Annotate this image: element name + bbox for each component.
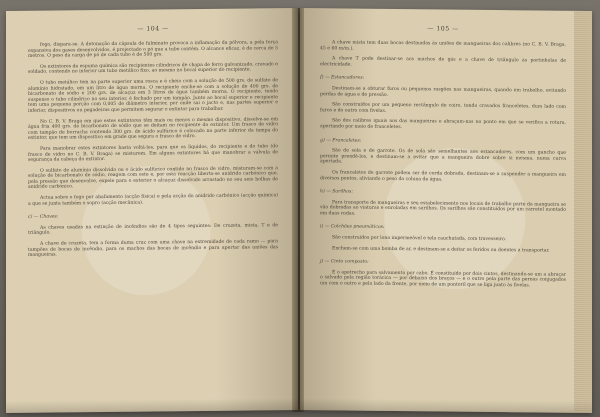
left-page-content [28,24,278,401]
left-paragraph-7: Actua sobre o fogo por abafamento (acção física) e pela acção do anidrido carbónico (acção química) a que se junta também o sopro (acção mecânica). [28,193,278,207]
section-g-paragraph-1: São de sola e de garrote. Os de sola são semelhantes aos estancadores, com um gancho que permite prendê-los, e destinam-se a evitar que a mangueira dobre sobre si mesma, numa curva apertada. [320,148,566,165]
left-page [6,8,298,413]
section-f-paragraph-3: São dos calibres iguais aos das mangueiras e abraçam-nas no ponto em que se verifica a rotura, apertando por meio de franceletes. [320,118,566,131]
left-paragraph-4: No C. B. V. Braga em que estes extintores têm mais ou menos o mesmo dispositivo, dissolve-se em água fria 400 grs. de bicarbonato de sódio que se deitam no recipiente do extintor. Um frasco de vidro com tampão de borracha contendo 300 grs. de ácido sulfúrico é colocado na parte inferior da tampa do extintor, que tem um dispositivo em grade que segura o frasco de vidro. [28,116,278,142]
section-f-paragraph-2: São construídos por um pequeno rectângulo de coiro, tendo cravados franceletes, dum lado com furos e do outro com fivelas. [320,102,566,114]
book-gutter [292,8,304,412]
left-page-number: — 104 — [137,25,169,33]
open-book [6,8,592,412]
left-paragraph-6: O sulfato de alumínio dissolvido ou o ácido sulfúrico contido no frasco de vidro, misturam-se com a solução de bicarbonato de sódio, reagem com este e, por esta reacção liberta-se anidrido carbónico que, pela pressão que desenvolve, expele para o exterior o alcaçuz dissolvido arrastado no seu seio bolhas de anidrido carbónico. [28,165,278,191]
left-paragraph-1: fogo, dispara-se. A detonação da cápsula de fulminato provoca a inflamação da pólvora, a pela força expansiva dos gases desenvolvidos, é projectado o pó que a tube contém. O alcance eficaz, é de cerca de 5 metros. O peso da carga de pó de cada tubo é de 500 grs. [28,40,278,60]
right-top-paragraph-1: A chave mista tem duas bocas destinadas às uniões de mangueiras dos calibres (no C. B. V. Braga, 45 e 60 m/m.). [320,40,566,52]
section-j-paragraph-1: É o apetrecho para salvamento por cabo. É constituído por dois cintos, destinando-se um a abraçar o salvado pela região torácica — por debaixo dos braços — e o outro pela parte das pernas conjugados um com o outro e pelo lado da frente, por meio de um pontoril que se liga junto às fivelas. [320,270,566,289]
left-section-paragraph-1: As chaves usadas na extinção de incêndios são de 4 tipos seguintes: De cruzeta, mista, T e de triângulo. [28,223,278,237]
left-paragraph-3: O tubo metálico tem na parte superior uma rosca e é cheio com a solução de 500 grs. de sulfato de alumínio hidratado, em um litro de água morna. O recipiente enche-se com a solução de 400 grs. de bicarbonato de sódio e 200 grs. de alcaçuz em 3 litros de água também morna. O recipiente, tendo suspenso o tubo cilíndrico no seu interior, é fechado por um tampão. Junto ao bocal superior e recipiente tem uma pequena porção com 0,005 de diâmetro interior, por onde sai o jacto e, nas partes superior e inferior, dispositivos ou pegadeiras que permitem segurar o extintor para trabalhar. [28,78,278,114]
left-page-bottom-shadow [6,398,298,413]
section-f-paragraph-1: Destinam-se a obturar furos ou pequenos rasgões nas mangueiras, quando em trabalho, evitando perdas de água e de pressão. [320,86,566,98]
left-section-title: c) — Chaves: [28,214,59,221]
left-paragraph-5: Para manobrar estes extintores basta voltá-los, para que os líquidos, do recipiente e do tubo (do frasco de vidro no C. B. V. Braga) se misturem. Em alguns extintores há que manobrar a válvula de segurança da cabeça do extintor. [28,144,278,163]
section-i-paragraph-1: São construídos por lona impermeável e tela cauchutada, com travesseiro. [332,235,507,243]
section-f-title: f) — Estancadores: [320,75,365,82]
section-i-paragraph-2: Enchem-se com uma bomba de ar, e destinam-se a deitar os feridos ou doentes a transportar. [332,245,550,254]
right-page [300,8,592,413]
section-h-paragraph-1: Para transporte de mangueiras e seu estabelecimento nos locais de trabalho parte da mangueira se vão dobradas ao viaturas e enroladas em sarilhos. Os sarilhos são constituídos por um carretel montado em duas rodas. [320,200,566,217]
section-j-title: j) — Cinto composto: [320,259,369,265]
right-page-content [320,24,566,401]
right-page-bottom-shadow [300,398,592,413]
right-page-edge [574,11,592,413]
section-i-title: i) — Colchões pneumáticos: [320,224,385,231]
left-section-paragraph-2: A chave de cruzeta, tem a forma duma cruz com uma chave na extremidade de cada ramo — para tampões de bocas de incêndio, para os machos das bocas de incêndio e para apertar das uniões das mangueiras. [28,239,278,259]
section-g-paragraph-2: Os francaletes de garrote podem ser de corda dobrada, destinam-se a suspender a mangueira em diversos pontos, aliviando o peso da coluna de água. [320,170,566,182]
right-page-number: — 105 — [427,25,459,33]
right-top-paragraph-2: A chave T pode destinar-se aos machos de gás e a chave de triângulo às portinholas de electricidade. [320,56,566,68]
section-h-title: h) — Sarilhos: [320,189,353,195]
left-paragraph-2: Os extintores de espuma química são recipientes cilíndricos de chapa de ferro galvanizado, cravado e soldado, contendo no interior um tubo metálico fixo, ao mesmo no bocal superior do recipiente. [28,61,278,76]
section-g-title: g) — Francaletes: [320,137,362,144]
